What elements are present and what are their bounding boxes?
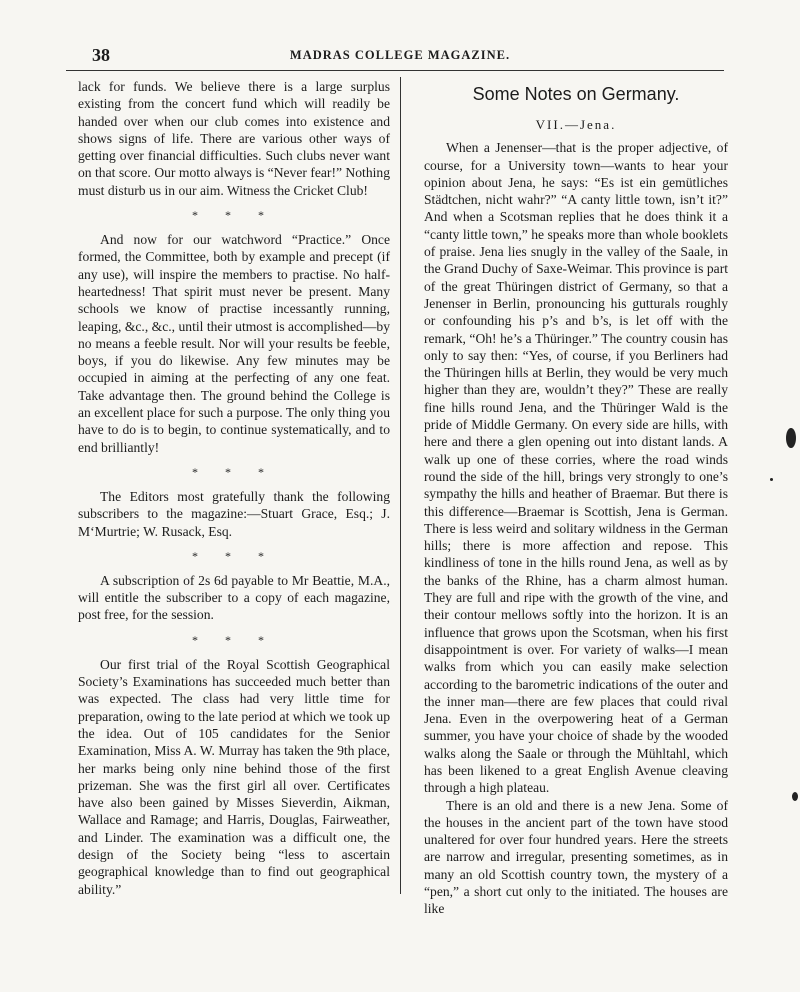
- ink-blot: [770, 478, 773, 481]
- paragraph-subscribers: The Editors most gratefully thank the following subscribers to the magazine:—Stuart Grace, Esq.; J. M‘Murtrie; W. Rusack, Esq.: [78, 488, 390, 539]
- ink-blot: [786, 428, 796, 448]
- left-column: [78, 78, 390, 898]
- paragraph-jena-hills: When a Jenenser—that is the proper adjective, of course, for a University town—wants to hear your opinion about Jena, he says: “Es ist ein gemütliches Städtchen, nicht wahr?” “A canty little town, isn’t it?” And when a Scotsman replies that he does think it a “canty little town,” he speaks more than whole booklets of praise. Jena lies snugly in the valley of the Saale, in the Grand Duchy of Saxe-Weimar. This province is part of the great Thüringen district of Germany, so that a Jenenser in Berlin, pronouncing his gutturals roughly or confounding his p’s and b’s, is let off with the remark, “Oh! he’s a Thüringer.” The country cousin has only to say then: “Yes, of course, if you Berliners had the Thüringen hills at Berlin, they would be very much higher than they are, wouldn’t they?” These are really fine hills round Jena, and the Thüringer Wald is the pride of Middle Germany. On every side are hills, with here and there a glen opening out into distant lands. A walk up one of these corries, where the road winds round the side of the hill, brings very strongly to one’s sympathy the hills and heather of Braemar. But there is this difference—Braemar is Scottish, Jena is German. There is less weird and solitary wildness in the German hills; there is more affection and repose. This kindliness of tone in the hills round Jena, as well as by the banks of the Rhine, has a charm almost human. They are full and ripe with the growth of the vine, and their contour mellows softly into the horizon. It is an influence that grows upon the Scotsman, when his first disappointment is over. For variety of walks—I mean walks from which you can easily make selection according to the barometric indications of the outer and the inner man—there are few places that could rival Jena. Even in the overpowering heat of a German summer, you have your choice of shade by the wooded walks along the Saale or through the Mühltahl, which has been likened to a great English Avenue cleaving through a high plateau.: [424, 140, 728, 796]
- page-header: [70, 45, 730, 69]
- paragraph-old-new-jena: There is an old and there is a new Jena. Some of the houses in the ancient part of the town have stood unaltered for over four hundred years. Here the streets are narrow and irregular, presenting sometimes, as in many an old Scottish country town, the mystery of a “pen,” a short cut only to the initiated. The houses are like: [424, 797, 728, 917]
- column-divider: [400, 77, 401, 894]
- section-heading: VII.—Jena.: [535, 117, 617, 132]
- section-separator: * * *: [192, 632, 276, 647]
- paragraph-practice: And now for our watchword “Practice.” Once formed, the Committee, both by example and precept (if any use), will inspire the members to practise. No half-heartedness! That spirit must never be present. Many schools we know of practise incessantly running, leaping, &c., &c., until their utmost is accomplished—by no means a feeble result. Nor will your results be feeble, boys, if you do likewise. Any few minutes may be occupied in aiming at the perfecting of any one feat. Take advantage then. The ground behind the College is an excellent place for such a purpose. The only thing you have to do is to begin, to continue systematically, and to end brilliantly!: [78, 232, 390, 455]
- ink-blot: [792, 792, 798, 801]
- paragraph-funds: lack for funds. We believe there is a large surplus existing from the concert fund which will readily be handed over when our club comes into existence and shows signs of life. There are various other ways of getting over financial difficulties. Such clubs never want on that score. Our motto always is “Never fear!” Nothing must disturb us in our aim. Witness the Cricket Club!: [78, 79, 390, 198]
- section-separator: * * *: [192, 548, 276, 563]
- page-number: 38: [92, 45, 110, 65]
- article-title: Some Notes on Germany.: [472, 84, 680, 104]
- section-separator: * * *: [192, 464, 276, 479]
- header-rule: [66, 70, 724, 71]
- paragraph-geography-exam: Our first trial of the Royal Scottish Geographical Society’s Examinations has succeeded much better than was expected. The class had very little time for preparation, owing to the late period at which we took up the idea. Out of 105 candidates for the Senior Examination, Miss A. W. Murray has taken the 9th place, her marks being only nine behind those of the first prizeman. She was the first girl all over. Certificates have also been gained by Misses Sieverdin, Aikman, Wallace and Ramage; and Harris, Douglas, Fairweather, and Linder. The examination was a difficult one, the design of the Society being “less to ascertain geographical knowledge than to find out geographical ability.”: [78, 656, 390, 897]
- running-title: MADRAS COLLEGE MAGAZINE.: [289, 48, 511, 62]
- right-column: [424, 84, 728, 918]
- paragraph-subscription: A subscription of 2s 6d payable to Mr Beattie, M.A., will entitle the subscriber to a copy of each magazine, post free, for the session.: [78, 572, 390, 623]
- section-separator: * * *: [192, 208, 276, 223]
